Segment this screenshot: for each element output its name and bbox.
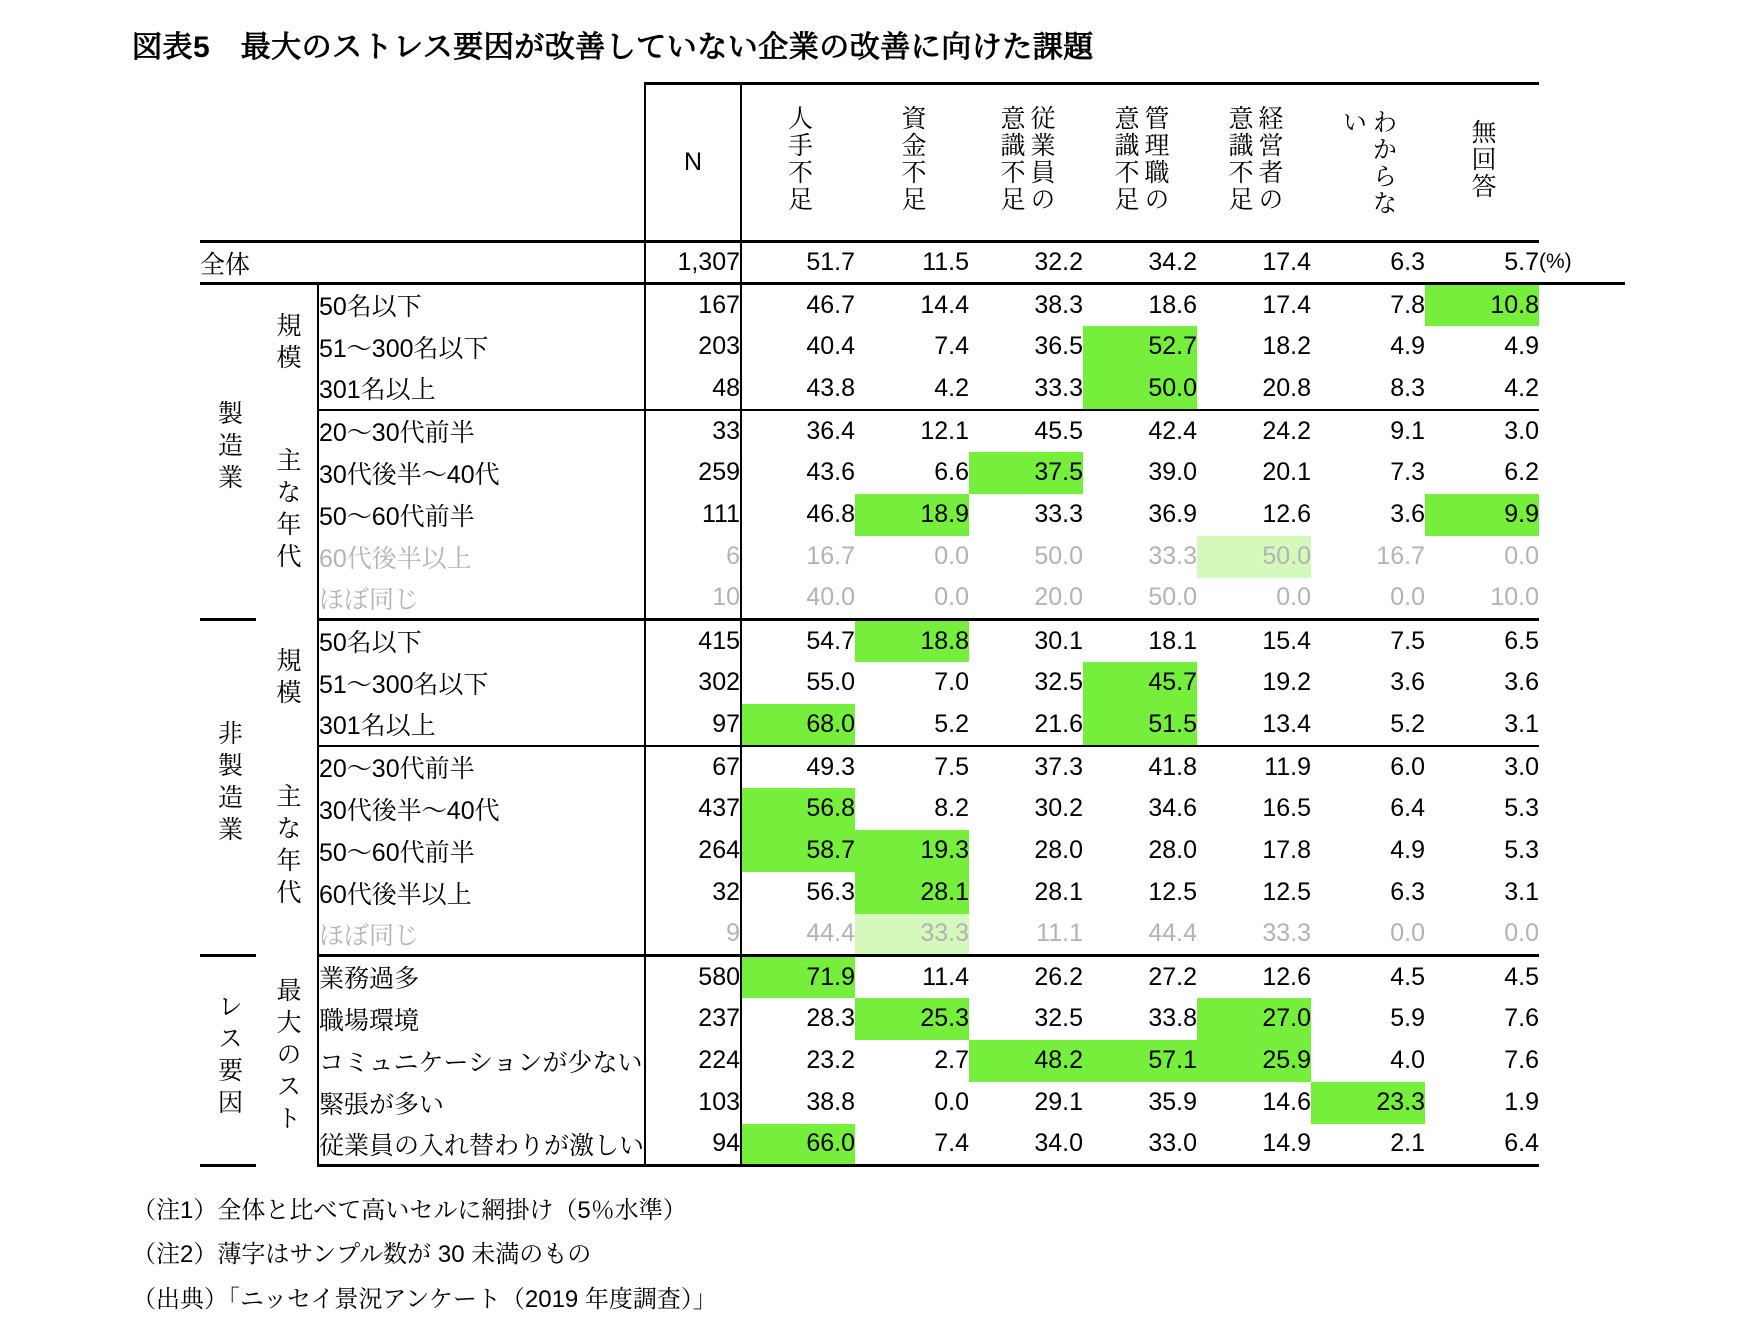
row-value-keieisha-ishiki-busoku: 25.9 (1197, 1040, 1311, 1082)
subgroup-label-hi-seizogyo-shuna-nendai (256, 746, 318, 956)
subgroup-label-saidai-no-stress-yoin-yoin (256, 956, 318, 1166)
row-value-kanrishoku-ishiki-busoku: 18.1 (1148, 626, 1198, 655)
row-value-keieisha-ishiki-busoku: 16.5 (1262, 794, 1312, 822)
header-kanrishoku-ishiki-busoku (1083, 84, 1197, 242)
header-shikin-busoku (855, 84, 969, 242)
row-pct-spacer (1539, 410, 1625, 452)
row-n: 264 (645, 830, 741, 872)
header-jinte-busoku (741, 84, 855, 242)
row-pct-spacer (1539, 662, 1625, 704)
row-value-jugyoin-ishiki-busoku: 37.3 (1034, 752, 1084, 781)
row-value-mukaito: 3.1 (1504, 878, 1540, 906)
row-value-shikin-busoku: 18.9 (855, 494, 969, 536)
subgroup-label-text: 主な年代 (273, 447, 301, 575)
row-value-mukaito: 4.9 (1504, 332, 1540, 360)
table-row (200, 494, 1625, 536)
row-value-jinte-busoku: 66.0 (741, 1124, 855, 1166)
row-value-shikin-busoku: 7.5 (934, 752, 970, 781)
row-value-shikin-busoku: 14.4 (920, 290, 970, 319)
row-value-wakaranai: 4.9 (1390, 836, 1426, 864)
row-pct-spacer (1539, 284, 1625, 326)
row-value-jinte-busoku: 40.0 (741, 578, 855, 620)
row-pct-spacer (1539, 746, 1625, 788)
row-value-kanrishoku-ishiki-busoku: 39.0 (1148, 458, 1198, 486)
table-row (200, 956, 1625, 998)
note-line-3: （出典）「ニッセイ景況アンケート（2019 年度調査）」 (132, 1285, 717, 1313)
row-n: 259 (645, 452, 741, 494)
row-value-jugyoin-ishiki-busoku: 32.5 (1034, 668, 1084, 696)
row-value-kanrishoku-ishiki-busoku: 18.6 (1148, 290, 1198, 319)
row-label: 51～300名以下 (319, 670, 489, 699)
row-value-keieisha-ishiki-busoku: 17.4 (1262, 290, 1312, 319)
row-value-wakaranai: 8.3 (1311, 368, 1425, 410)
row-value-wakaranai: 6.4 (1390, 794, 1426, 822)
row-label: 従業員の入れ替わりが激しい (318, 1124, 645, 1166)
row-pct-spacer (1539, 872, 1625, 914)
row-pct-spacer (1539, 368, 1625, 410)
table-row (200, 452, 1625, 494)
row-value-mukaito: 0.0 (1425, 914, 1539, 956)
row-n: 10 (645, 578, 741, 620)
row-pct-spacer (1539, 452, 1625, 494)
row-value-wakaranai: 7.5 (1390, 626, 1426, 655)
row-value-keieisha-ishiki-busoku: 17.8 (1262, 836, 1312, 864)
row-value-mukaito: 3.0 (1504, 752, 1540, 781)
row-value-wakaranai: 0.0 (1311, 914, 1425, 956)
row-value-wakaranai: 9.1 (1390, 416, 1426, 445)
row-value-wakaranai: 7.3 (1390, 458, 1426, 486)
row-value-kanrishoku-ishiki-busoku: 44.4 (1083, 914, 1197, 956)
header-vertical-stack (1468, 119, 1496, 200)
row-n: 32 (645, 872, 741, 914)
row-value-shikin-busoku: 28.1 (855, 872, 969, 914)
table-row (200, 830, 1625, 872)
group-label-text: 非製造業 (214, 720, 243, 848)
table-header-row (200, 84, 1625, 242)
row-n: 103 (645, 1082, 741, 1124)
row-label: 30代後半～40代 (319, 460, 500, 489)
row-value-mukaito: 3.6 (1504, 668, 1540, 696)
row-value-keieisha-ishiki-busoku: 14.6 (1262, 1088, 1312, 1116)
row-label: 緊張が多い (319, 1090, 445, 1119)
header-keieisha-ishiki-busoku (1197, 84, 1311, 242)
row-value-kanrishoku-ishiki-busoku: 50.0 (1083, 368, 1197, 410)
row-label: 30代後半～40代 (319, 796, 500, 825)
percent-unit-note: (%) (1539, 242, 1625, 284)
group-label-text: レス要因 (214, 993, 243, 1121)
subgroup-label-text: 規模 (273, 311, 301, 376)
table-row (200, 620, 1625, 662)
group-label-seizogyo (200, 284, 256, 620)
header-line-1: い (1339, 108, 1368, 136)
row-value-jugyoin-ishiki-busoku: 28.0 (1034, 836, 1084, 864)
row-n: 33 (645, 410, 741, 452)
row-value-mukaito: 7.6 (1504, 1046, 1540, 1074)
row-label: コミュニケーションが少ない (319, 1048, 643, 1077)
row-label: 20～30代前半 (319, 419, 475, 447)
row-pct-spacer (1539, 1082, 1625, 1124)
row-value-jugyoin-ishiki-busoku: 33.3 (969, 368, 1083, 410)
row-value-shikin-busoku: 33.3 (855, 914, 969, 956)
row-n: 48 (645, 368, 741, 410)
total-value-mukaito: 5.7 (1425, 242, 1539, 284)
table-row (200, 578, 1625, 620)
row-value-wakaranai: 7.8 (1390, 290, 1426, 319)
header-n: N (645, 84, 741, 242)
row-pct-spacer (1539, 956, 1625, 998)
row-value-wakaranai: 5.2 (1311, 704, 1425, 746)
row-label: 51～300名以下 (319, 334, 489, 363)
row-pct-spacer (1539, 536, 1625, 578)
row-value-wakaranai: 6.0 (1390, 752, 1426, 781)
header-line-0: 資金不足 (898, 105, 927, 213)
row-value-wakaranai: 2.1 (1311, 1124, 1425, 1166)
row-value-jugyoin-ishiki-busoku: 21.6 (969, 704, 1083, 746)
row-value-wakaranai: 23.3 (1311, 1082, 1425, 1124)
table-row (200, 1040, 1625, 1082)
table-row (200, 914, 1625, 956)
table-row (200, 998, 1625, 1040)
header-jugyoin-ishiki-busoku (969, 84, 1083, 242)
row-value-shikin-busoku: 12.1 (920, 416, 970, 445)
row-value-jinte-busoku: 43.6 (741, 452, 855, 494)
row-value-jugyoin-ishiki-busoku: 48.2 (969, 1040, 1083, 1082)
table-row (200, 704, 1625, 746)
subgroup-label-hi-seizogyo-kibo (256, 620, 318, 746)
row-value-shikin-busoku: 25.3 (855, 998, 969, 1040)
row-n: 302 (645, 662, 741, 704)
total-value-jugyoin-ishiki-busoku: 32.2 (969, 242, 1083, 284)
row-value-jugyoin-ishiki-busoku: 20.0 (969, 578, 1083, 620)
row-n: 237 (645, 998, 741, 1040)
row-value-jinte-busoku: 58.7 (741, 830, 855, 872)
group-label-hi-seizogyo (200, 620, 256, 956)
row-value-shikin-busoku: 11.4 (922, 962, 970, 991)
row-label: 職場環境 (319, 1006, 420, 1035)
header-wakaranai (1311, 84, 1425, 242)
row-value-jugyoin-ishiki-busoku: 36.5 (1034, 332, 1084, 360)
row-value-jinte-busoku: 55.0 (741, 662, 855, 704)
header-line-0: 無回答 (1468, 118, 1497, 200)
row-value-jugyoin-ishiki-busoku: 26.2 (1034, 962, 1084, 991)
row-pct-spacer (1539, 494, 1625, 536)
row-value-shikin-busoku: 7.0 (934, 668, 970, 696)
row-label: 301名以上 (318, 704, 645, 746)
row-value-jinte-busoku: 38.8 (741, 1082, 855, 1124)
row-value-jugyoin-ishiki-busoku: 37.5 (969, 452, 1083, 494)
row-value-wakaranai: 4.0 (1390, 1046, 1426, 1074)
row-value-jinte-busoku: 56.8 (741, 788, 855, 830)
subgroup-label-seizogyo-shuna-nendai (256, 410, 318, 620)
row-value-jinte-busoku: 46.8 (741, 494, 855, 536)
note-line-2: （注2）薄字はサンプル数が 30 未満のもの (132, 1241, 592, 1269)
header-vertical-stack (1339, 109, 1397, 217)
row-value-kanrishoku-ishiki-busoku: 41.8 (1148, 752, 1198, 781)
row-n: 94 (645, 1124, 741, 1166)
table-row (200, 1124, 1625, 1166)
row-value-mukaito: 4.2 (1425, 368, 1539, 410)
row-value-jugyoin-ishiki-busoku: 45.5 (1034, 416, 1084, 445)
header-vertical-stack (785, 105, 813, 213)
total-value-wakaranai: 6.3 (1311, 242, 1425, 284)
header-mukaito (1425, 84, 1539, 242)
row-value-shikin-busoku: 5.2 (855, 704, 969, 746)
row-label: 業務過多 (319, 965, 420, 994)
row-value-shikin-busoku: 4.2 (855, 368, 969, 410)
row-value-jinte-busoku: 44.4 (741, 914, 855, 956)
row-value-keieisha-ishiki-busoku: 11.9 (1264, 752, 1312, 781)
table-row (200, 284, 1625, 326)
note-line-1: （注1）全体と比べて高いセルに網掛け（5％水準） (132, 1197, 687, 1224)
row-value-keieisha-ishiki-busoku: 19.2 (1262, 668, 1312, 696)
table-row (200, 326, 1625, 368)
row-pct-spacer (1539, 830, 1625, 872)
row-value-mukaito: 4.5 (1504, 962, 1540, 991)
row-value-jugyoin-ishiki-busoku: 34.0 (969, 1124, 1083, 1166)
page-title: 図表5 最大のストレス要因が改善していない企業の改善に向けた課題 (132, 31, 1094, 64)
row-value-wakaranai: 0.0 (1311, 578, 1425, 620)
row-value-kanrishoku-ishiki-busoku: 33.8 (1148, 1004, 1198, 1032)
row-value-mukaito: 6.2 (1504, 458, 1540, 486)
row-value-keieisha-ishiki-busoku: 13.4 (1197, 704, 1311, 746)
row-value-wakaranai: 3.6 (1390, 500, 1426, 528)
row-n: 224 (645, 1040, 741, 1082)
row-value-keieisha-ishiki-busoku: 18.2 (1262, 332, 1312, 360)
row-label: 60代後半以上 (319, 880, 472, 909)
row-label: 20～30代前半 (319, 755, 475, 783)
row-value-shikin-busoku: 2.7 (934, 1046, 970, 1074)
row-value-shikin-busoku: 0.0 (855, 578, 969, 620)
row-value-wakaranai: 4.9 (1390, 332, 1426, 360)
row-value-jinte-busoku: 16.7 (741, 536, 855, 578)
table-row (200, 662, 1625, 704)
table-row-total (200, 242, 1625, 284)
row-value-mukaito: 0.0 (1504, 542, 1540, 570)
row-label-total: 全体 (200, 242, 645, 284)
total-value-shikin-busoku: 11.5 (855, 242, 969, 284)
header-line-0: わからな (1369, 108, 1398, 217)
row-n: 6 (645, 536, 741, 578)
row-value-jugyoin-ishiki-busoku: 38.3 (1034, 290, 1084, 319)
row-pct-spacer (1539, 620, 1625, 662)
header-vertical-stack (1111, 105, 1169, 213)
row-value-kanrishoku-ishiki-busoku: 45.7 (1083, 662, 1197, 704)
row-value-keieisha-ishiki-busoku: 50.0 (1197, 536, 1311, 578)
row-n: 415 (645, 620, 741, 662)
row-value-jinte-busoku: 56.3 (741, 872, 855, 914)
row-value-kanrishoku-ishiki-busoku: 33.3 (1148, 542, 1198, 570)
header-line-0: 人手不足 (784, 105, 813, 213)
table-row (200, 410, 1625, 452)
row-value-jinte-busoku: 43.8 (741, 368, 855, 410)
row-value-jugyoin-ishiki-busoku: 28.1 (1034, 878, 1084, 906)
row-value-kanrishoku-ishiki-busoku: 34.6 (1148, 794, 1198, 822)
table-row (200, 746, 1625, 788)
row-value-kanrishoku-ishiki-busoku: 33.0 (1083, 1124, 1197, 1166)
table-row (200, 368, 1625, 410)
row-n: 167 (645, 284, 741, 326)
group-label-saidai-no-stress-yoin (200, 956, 256, 1166)
row-value-kanrishoku-ishiki-busoku: 35.9 (1148, 1088, 1198, 1116)
row-value-mukaito: 6.5 (1504, 626, 1540, 655)
row-value-keieisha-ishiki-busoku: 20.1 (1262, 458, 1312, 486)
stress-factor-table (200, 82, 1625, 1167)
row-pct-spacer (1539, 704, 1625, 746)
row-value-shikin-busoku: 8.2 (934, 794, 970, 822)
row-value-jinte-busoku: 68.0 (741, 704, 855, 746)
row-value-kanrishoku-ishiki-busoku: 28.0 (1148, 836, 1198, 864)
notes-block (132, 1189, 1745, 1322)
group-label-text: 製造業 (214, 400, 243, 496)
row-value-mukaito: 10.0 (1425, 578, 1539, 620)
subgroup-label-text: 規模 (273, 647, 301, 711)
row-n: 9 (645, 914, 741, 956)
table-row (200, 788, 1625, 830)
row-value-wakaranai: 6.3 (1390, 878, 1426, 906)
row-label: ほぼ同じ (318, 914, 645, 956)
row-n: 580 (645, 956, 741, 998)
header-line-0: 管理職の (1141, 105, 1170, 213)
row-value-shikin-busoku: 7.4 (855, 1124, 969, 1166)
row-value-kanrishoku-ishiki-busoku: 36.9 (1148, 500, 1198, 528)
row-value-kanrishoku-ishiki-busoku: 27.2 (1148, 962, 1198, 991)
row-value-jinte-busoku: 23.2 (741, 1040, 855, 1082)
row-value-mukaito: 6.4 (1425, 1124, 1539, 1166)
row-pct-spacer (1539, 914, 1625, 956)
row-n: 203 (645, 326, 741, 368)
row-value-shikin-busoku: 6.6 (934, 458, 970, 486)
row-value-kanrishoku-ishiki-busoku: 51.5 (1083, 704, 1197, 746)
row-label: ほぼ同じ (318, 578, 645, 620)
row-value-jinte-busoku: 54.7 (741, 620, 855, 662)
header-line-1: 意識不足 (1111, 105, 1140, 213)
header-vertical-stack (997, 105, 1055, 213)
row-value-mukaito: 1.9 (1504, 1088, 1540, 1116)
row-value-keieisha-ishiki-busoku: 0.0 (1197, 578, 1311, 620)
subgroup-label-text: 主な年代 (273, 783, 301, 911)
header-vertical-stack (898, 105, 926, 213)
row-value-kanrishoku-ishiki-busoku: 12.5 (1148, 878, 1198, 906)
header-pct-spacer (1539, 84, 1625, 242)
row-n: 97 (645, 704, 741, 746)
row-pct-spacer (1539, 578, 1625, 620)
row-value-mukaito: 5.3 (1504, 794, 1540, 822)
row-value-jugyoin-ishiki-busoku: 30.1 (1034, 626, 1084, 655)
row-value-wakaranai: 3.6 (1390, 668, 1426, 696)
row-value-mukaito: 3.1 (1425, 704, 1539, 746)
row-value-shikin-busoku: 18.8 (855, 620, 969, 662)
row-value-keieisha-ishiki-busoku: 33.3 (1197, 914, 1311, 956)
row-value-wakaranai: 4.5 (1390, 962, 1426, 991)
row-value-jugyoin-ishiki-busoku: 50.0 (1034, 542, 1084, 570)
subgroup-label-seizogyo-kibo (256, 284, 318, 410)
row-label: 50～60代前半 (319, 838, 475, 867)
row-value-jinte-busoku: 71.9 (741, 956, 855, 998)
row-value-mukaito: 5.3 (1504, 836, 1540, 864)
row-value-keieisha-ishiki-busoku: 14.9 (1197, 1124, 1311, 1166)
row-label: 301名以上 (318, 368, 645, 410)
total-n: 1,307 (645, 242, 741, 284)
row-value-keieisha-ishiki-busoku: 20.8 (1197, 368, 1311, 410)
header-line-0: 従業員の (1027, 105, 1056, 213)
row-value-shikin-busoku: 7.4 (934, 332, 970, 360)
row-value-keieisha-ishiki-busoku: 12.6 (1262, 500, 1312, 528)
row-value-kanrishoku-ishiki-busoku: 52.7 (1083, 326, 1197, 368)
row-value-jugyoin-ishiki-busoku: 29.1 (1034, 1088, 1084, 1116)
row-value-shikin-busoku: 0.0 (934, 542, 970, 570)
row-label: 50～60代前半 (319, 502, 475, 531)
row-value-wakaranai: 16.7 (1376, 542, 1426, 570)
header-line-1: 意識不足 (997, 105, 1026, 213)
row-label: 50名以下 (319, 293, 422, 322)
row-value-shikin-busoku: 0.0 (934, 1088, 970, 1116)
row-value-mukaito: 3.0 (1504, 416, 1540, 445)
row-pct-spacer (1539, 1124, 1625, 1166)
row-value-jinte-busoku: 36.4 (741, 410, 855, 452)
total-value-kanrishoku-ishiki-busoku: 34.2 (1083, 242, 1197, 284)
row-value-wakaranai: 5.9 (1390, 1004, 1426, 1032)
header-corner-spacer (200, 84, 645, 242)
total-value-keieisha-ishiki-busoku: 17.4 (1197, 242, 1311, 284)
row-value-keieisha-ishiki-busoku: 15.4 (1262, 626, 1312, 655)
table-row (200, 1082, 1625, 1124)
row-label: 60代後半以上 (319, 544, 472, 573)
row-value-mukaito: 7.6 (1504, 1004, 1540, 1032)
row-value-kanrishoku-ishiki-busoku: 42.4 (1148, 416, 1198, 445)
row-value-jugyoin-ishiki-busoku: 33.3 (1034, 500, 1084, 528)
row-pct-spacer (1539, 1040, 1625, 1082)
row-value-jinte-busoku: 40.4 (741, 326, 855, 368)
row-value-jugyoin-ishiki-busoku: 30.2 (1034, 794, 1084, 822)
row-value-kanrishoku-ishiki-busoku: 50.0 (1083, 578, 1197, 620)
header-line-1: 意識不足 (1225, 105, 1254, 213)
row-n: 111 (645, 494, 741, 536)
row-value-keieisha-ishiki-busoku: 24.2 (1262, 416, 1312, 445)
row-label: 50名以下 (319, 629, 422, 658)
row-value-keieisha-ishiki-busoku: 27.0 (1197, 998, 1311, 1040)
row-value-mukaito: 10.8 (1425, 284, 1539, 326)
subgroup-label-text: 最大のスト (273, 977, 301, 1137)
row-value-jinte-busoku: 28.3 (741, 998, 855, 1040)
total-value-jinte-busoku: 51.7 (741, 242, 855, 284)
table-row (200, 536, 1625, 578)
row-value-shikin-busoku: 19.3 (855, 830, 969, 872)
row-pct-spacer (1539, 998, 1625, 1040)
row-pct-spacer (1539, 326, 1625, 368)
header-line-0: 経営者の (1255, 105, 1284, 213)
row-value-jinte-busoku: 46.7 (741, 284, 855, 326)
row-value-jugyoin-ishiki-busoku: 32.5 (1034, 1004, 1084, 1032)
row-pct-spacer (1539, 788, 1625, 830)
row-value-kanrishoku-ishiki-busoku: 57.1 (1083, 1040, 1197, 1082)
row-n: 437 (645, 788, 741, 830)
row-value-jinte-busoku: 49.3 (741, 746, 855, 788)
header-vertical-stack (1225, 105, 1283, 213)
row-n: 67 (645, 746, 741, 788)
row-value-keieisha-ishiki-busoku: 12.6 (1262, 962, 1312, 991)
table-row (200, 872, 1625, 914)
row-value-keieisha-ishiki-busoku: 12.5 (1262, 878, 1312, 906)
row-value-mukaito: 9.9 (1425, 494, 1539, 536)
row-value-jugyoin-ishiki-busoku: 11.1 (969, 914, 1083, 956)
